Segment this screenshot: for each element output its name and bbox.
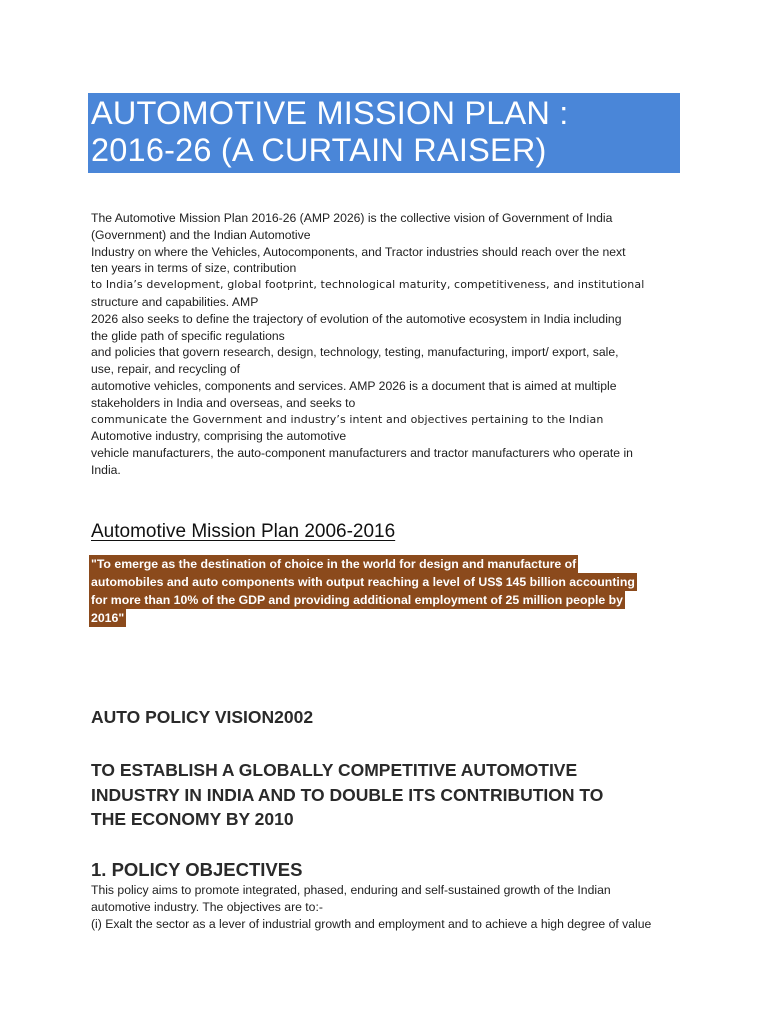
objectives-line: (i) Exalt the sector as a lever of industrial growth and employment and to achieve a high degree of value	[91, 916, 652, 931]
title-line-1: AUTOMOTIVE MISSION PLAN :	[91, 95, 569, 131]
intro-line: The Automotive Mission Plan 2016-26 (AMP 2026) is the collective vision of Government of India	[91, 211, 613, 225]
auto-policy-heading: AUTO POLICY VISION2002	[91, 707, 314, 727]
objectives-line: automotive industry. The objectives are to:-	[91, 899, 323, 914]
intro-line: and policies that govern research, design, technology, testing, manufacturing, import/ export, sale,	[91, 345, 619, 360]
intro-line: communicate the Government and industry’s intent and objectives pertaining to the Indian	[91, 412, 604, 426]
intro-line: automotive vehicles, components and services. AMP 2026 is a document that is aimed at multiple	[91, 378, 617, 393]
intro-line: India.	[91, 462, 121, 477]
vision-line: TO ESTABLISH A GLOBALLY COMPETITIVE AUTOMOTIVE	[91, 760, 578, 780]
quote-line: 2016"	[91, 611, 125, 625]
intro-line: Automotive industry, comprising the automotive	[91, 429, 347, 444]
quote-line: for more than 10% of the GDP and providing additional employment of 25 million people by	[91, 593, 624, 607]
quote-line: "To emerge as the destination of choice in the world for design and manufacture of	[91, 557, 577, 571]
intro-line: structure and capabilities. AMP	[91, 294, 259, 309]
mission-2006-quote	[89, 555, 679, 627]
auto-policy-vision-statement	[91, 758, 603, 832]
intro-paragraph	[91, 210, 691, 479]
vision-line: INDUSTRY IN INDIA AND TO DOUBLE ITS CONTRIBUTION TO	[91, 784, 604, 805]
intro-line: Industry on where the Vehicles, Autocomponents, and Tractor industries should reach over the next	[91, 244, 626, 259]
intro-line: vehicle manufacturers, the auto-component manufacturers and tractor manufacturers who operate in	[91, 446, 633, 461]
intro-line: stakeholders in India and overseas, and seeks to	[91, 395, 356, 410]
quote-line: automobiles and auto components with output reaching a level of US$ 145 billion accounting	[91, 575, 635, 589]
intro-line: ten years in terms of size, contribution	[91, 261, 297, 276]
intro-line: use, repair, and recycling of	[91, 362, 241, 377]
policy-objectives-heading: 1. POLICY OBJECTIVES	[91, 859, 303, 880]
intro-line: to India’s development, global footprint, technological maturity, competitiveness, and institutional	[91, 278, 645, 292]
objectives-line: This policy aims to promote integrated, phased, enduring and self-sustained growth of the Indian	[91, 883, 611, 897]
intro-line: 2026 also seeks to define the trajectory of evolution of the automotive ecosystem in India including	[91, 311, 622, 326]
title-banner	[88, 93, 680, 173]
intro-line: the glide path of specific regulations	[91, 328, 285, 343]
mission-2006-heading: Automotive Mission Plan 2006-2016	[91, 521, 396, 542]
vision-line: THE ECONOMY BY 2010	[91, 809, 294, 829]
policy-objectives-text	[91, 882, 691, 932]
title-line-2: 2016-26 (A CURTAIN RAISER)	[91, 132, 547, 168]
intro-line: (Government) and the Indian Automotive	[91, 227, 311, 242]
